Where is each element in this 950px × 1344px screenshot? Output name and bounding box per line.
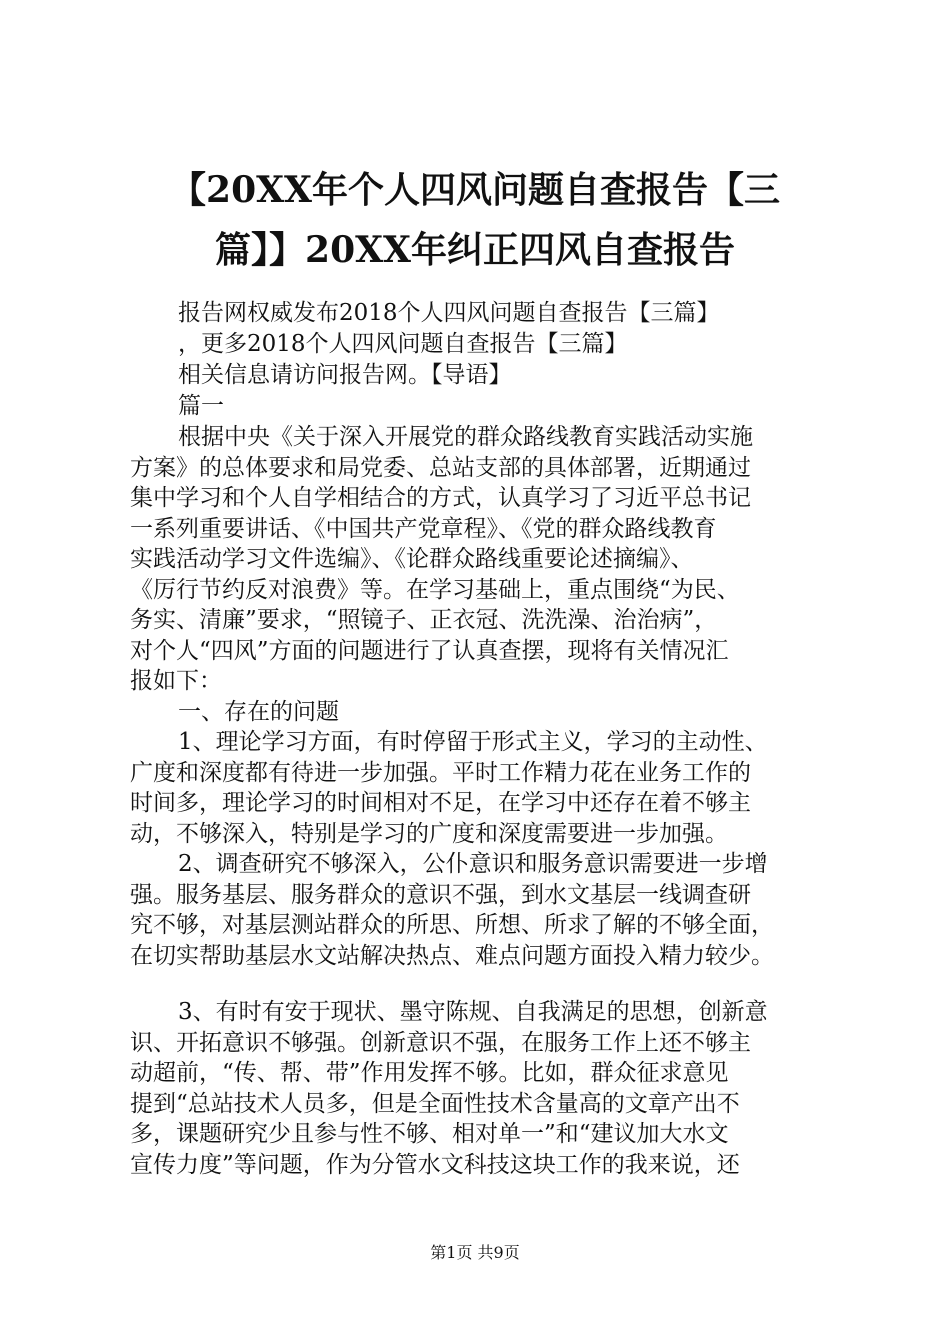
body-block-1 — [130, 422, 830, 971]
intro-line-3: 相关信息请访问报告网。【导语】 — [178, 362, 512, 388]
paragraph-line: 2、调查研究不够深入，公仆意识和服务意识需要进一步增 — [178, 851, 768, 877]
paragraph-line: 提到“总站技术人员多，但是全面性技术含量高的文章产出不 — [130, 1090, 740, 1117]
paragraph-line: 强。服务基层、服务群众的意识不强，到水文基层一线调查研 — [130, 881, 751, 908]
paragraph-line: 识、开拓意识不够强。创新意识不强，在服务工作上还不够主 — [130, 1029, 751, 1056]
section-heading: 一、存在的问题 — [178, 698, 339, 725]
intro-line-1: 报告网权威发布2018个人四风问题自查报告【三篇】 — [178, 300, 720, 326]
paragraph-line: 方案》的总体要求和局党委、总站支部的具体部署，近期通过 — [130, 454, 751, 481]
section-label: 篇一 — [178, 393, 224, 419]
paragraph-line: 3、有时有安于现状、墨守陈规、自我满足的思想，创新意 — [178, 999, 768, 1025]
paragraph-line: 根据中央《关于深入开展党的群众路线教育实践活动实施 — [178, 424, 753, 450]
document-title — [130, 160, 820, 280]
page-footer: 第1页 共9页 — [430, 1243, 520, 1262]
paragraph-line: 《厉行节约反对浪费》等。在学习基础上，重点围绕“为民、 — [130, 576, 740, 603]
paragraph-line: 对个人“四风”方面的问题进行了认真查摆，现将有关情况汇 — [130, 637, 729, 664]
title-line-1: 【20XX年个人四风问题自查报告【三 — [170, 169, 780, 211]
paragraph-line: 究不够，对基层测站群众的所思、所想、所求了解的不够全面， — [130, 912, 774, 938]
paragraph-line: 报如下： — [130, 668, 222, 694]
paragraph-line: 1、理论学习方面，有时停留于形式主义，学习的主动性、 — [178, 729, 768, 755]
title-line-2: 篇】】20XX年纠正四风自查报告 — [215, 229, 735, 271]
paragraph-line: 时间多，理论学习的时间相对不足，在学习中还存在着不够主 — [130, 790, 751, 816]
body-block-2 — [130, 997, 830, 1180]
paragraph-line: 一系列重要讲话、《中国共产党章程》、《党的群众路线教育 — [130, 515, 717, 542]
paragraph-line: 实践活动学习文件选编》、《论群众路线重要论述摘编》、 — [130, 546, 694, 572]
paragraph-line: 动超前，“传、帮、带”作用发挥不够。比如，群众征求意见 — [130, 1060, 729, 1086]
paragraph-line: 集中学习和个人自学相结合的方式，认真学习了习近平总书记 — [130, 485, 751, 511]
paragraph-line: 动，不够深入，特别是学习的广度和深度需要进一步加强。 — [130, 820, 728, 847]
paragraph-line: 务实、清廉”要求，“照镜子、正衣冠、洗洗澡、治治病”， — [130, 607, 718, 633]
paragraph-line: 广度和深度都有待进一步加强。平时工作精力花在业务工作的 — [130, 759, 751, 786]
intro-line-2: ，更多2018个人四风问题自查报告【三篇】 — [178, 331, 628, 357]
paragraph-line: 多，课题研究少且参与性不够、相对单一”和“建议加大水文 — [130, 1121, 729, 1147]
paragraph-line: 宣传力度”等问题，作为分管水文科技这块工作的我来说，还 — [130, 1151, 740, 1178]
paragraph-line: 在切实帮助基层水文站解决热点、难点问题方面投入精力较少。 — [130, 942, 774, 969]
